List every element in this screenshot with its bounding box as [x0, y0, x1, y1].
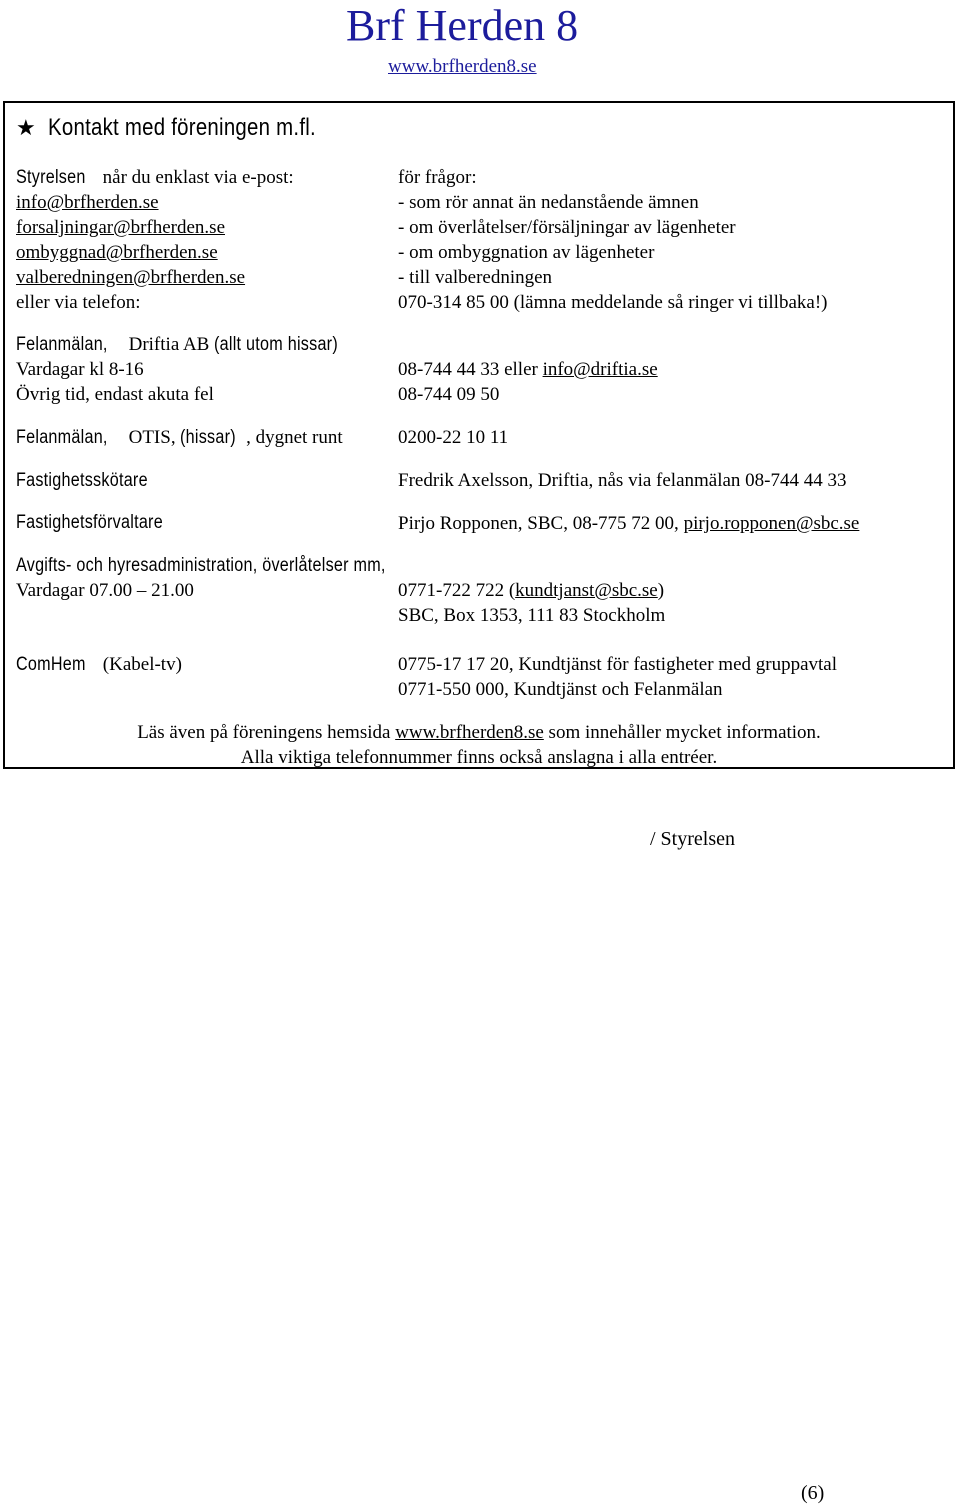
fastighetsforvaltare-label: Fastighetsförvaltare — [16, 512, 163, 533]
section-title: Kontakt med föreningen m.fl. — [47, 114, 316, 141]
website-link[interactable]: www.brfherden8.se — [388, 56, 537, 77]
email-link-info[interactable]: info@brfherden.se — [16, 192, 159, 213]
driftia-other-value: 08-744 09 50 — [398, 384, 500, 405]
styrelsen-intro: Styrelsen når du enklast via e-post: — [16, 167, 294, 188]
kundtjanst-email-link[interactable]: kundtjanst@sbc.se — [515, 580, 658, 601]
section-heading — [16, 113, 363, 143]
fastighetsskotare-value: Fredrik Axelsson, Driftia, nås via felanmälan 08-744 44 33 — [398, 470, 847, 491]
avgifts-hours: Vardagar 07.00 – 21.00 — [16, 580, 194, 601]
comhem-label: ComHem (Kabel-tv) — [16, 654, 182, 675]
topic-item: - om överlåtelser/försäljningar av lägenheter — [398, 217, 736, 238]
document-title: Brf Herden 8 — [346, 1, 579, 50]
avgifts-phone: 0771-722 722 (kundtjanst@sbc.se) — [398, 580, 665, 601]
driftia-email-link[interactable]: info@driftia.se — [542, 359, 658, 380]
footer-note-line-2: Alla viktiga telefonnummer finns också anslagna i alla entréer. — [240, 747, 718, 768]
otis-value: 0200-22 10 11 — [398, 427, 509, 448]
otis-heading: Felanmälan, OTIS, (hissar) , dygnet runt — [16, 427, 343, 448]
styrelsen-phone: 070-314 85 00 (lämna meddelande så ringer vi tillbaka!) — [398, 292, 828, 313]
page-number: (6) — [801, 1482, 825, 1504]
driftia-weekday-label: Vardagar kl 8-16 — [16, 359, 144, 380]
phone-label: eller via telefon: — [16, 292, 141, 313]
fastighetsforvaltare-value: Pirjo Ropponen, SBC, 08-775 72 00, pirjo.ropponen@sbc.se — [398, 513, 860, 534]
email-link-ombyggnad[interactable]: ombyggnad@brfherden.se — [16, 242, 218, 263]
star-icon: ★ — [16, 115, 36, 140]
topic-item: - som rör annat än nedanstående ämnen — [398, 192, 699, 213]
avgifts-heading: Avgifts- och hyresadministration, överlåtelser mm, — [16, 555, 386, 576]
styrelsen-label: Styrelsen — [16, 167, 86, 188]
driftia-heading: Felanmälan, Driftia AB (allt utom hissar) — [16, 334, 339, 355]
comhem-value-1: 0775-17 17 20, Kundtjänst för fastigheter med gruppavtal — [398, 654, 838, 675]
signature: / Styrelsen — [650, 828, 735, 850]
driftia-other-label: Övrig tid, endast akuta fel — [16, 384, 214, 405]
email-link-valberedningen[interactable]: valberedningen@brfherden.se — [16, 267, 246, 288]
sbc-address: SBC, Box 1353, 111 83 Stockholm — [398, 605, 666, 626]
website-link-footer[interactable]: www.brfherden8.se — [395, 722, 544, 743]
topic-item: - om ombyggnation av lägenheter — [398, 242, 655, 263]
driftia-weekday-value: 08-744 44 33 eller info@driftia.se — [398, 359, 658, 380]
topic-item: - till valberedningen — [398, 267, 553, 288]
footer-note-line-1: Läs även på föreningens hemsida www.brfherden8.se som innehåller mycket information. — [137, 722, 821, 743]
comhem-value-2: 0771-550 000, Kundtjänst och Felanmälan — [398, 679, 723, 700]
topic-header: för frågor: — [398, 167, 477, 188]
forvaltare-email-link[interactable]: pirjo.ropponen@sbc.se — [683, 513, 860, 534]
fastighetsskotare-label: Fastighetsskötare — [16, 470, 148, 491]
email-link-forsaljningar[interactable]: forsaljningar@brfherden.se — [16, 217, 225, 238]
